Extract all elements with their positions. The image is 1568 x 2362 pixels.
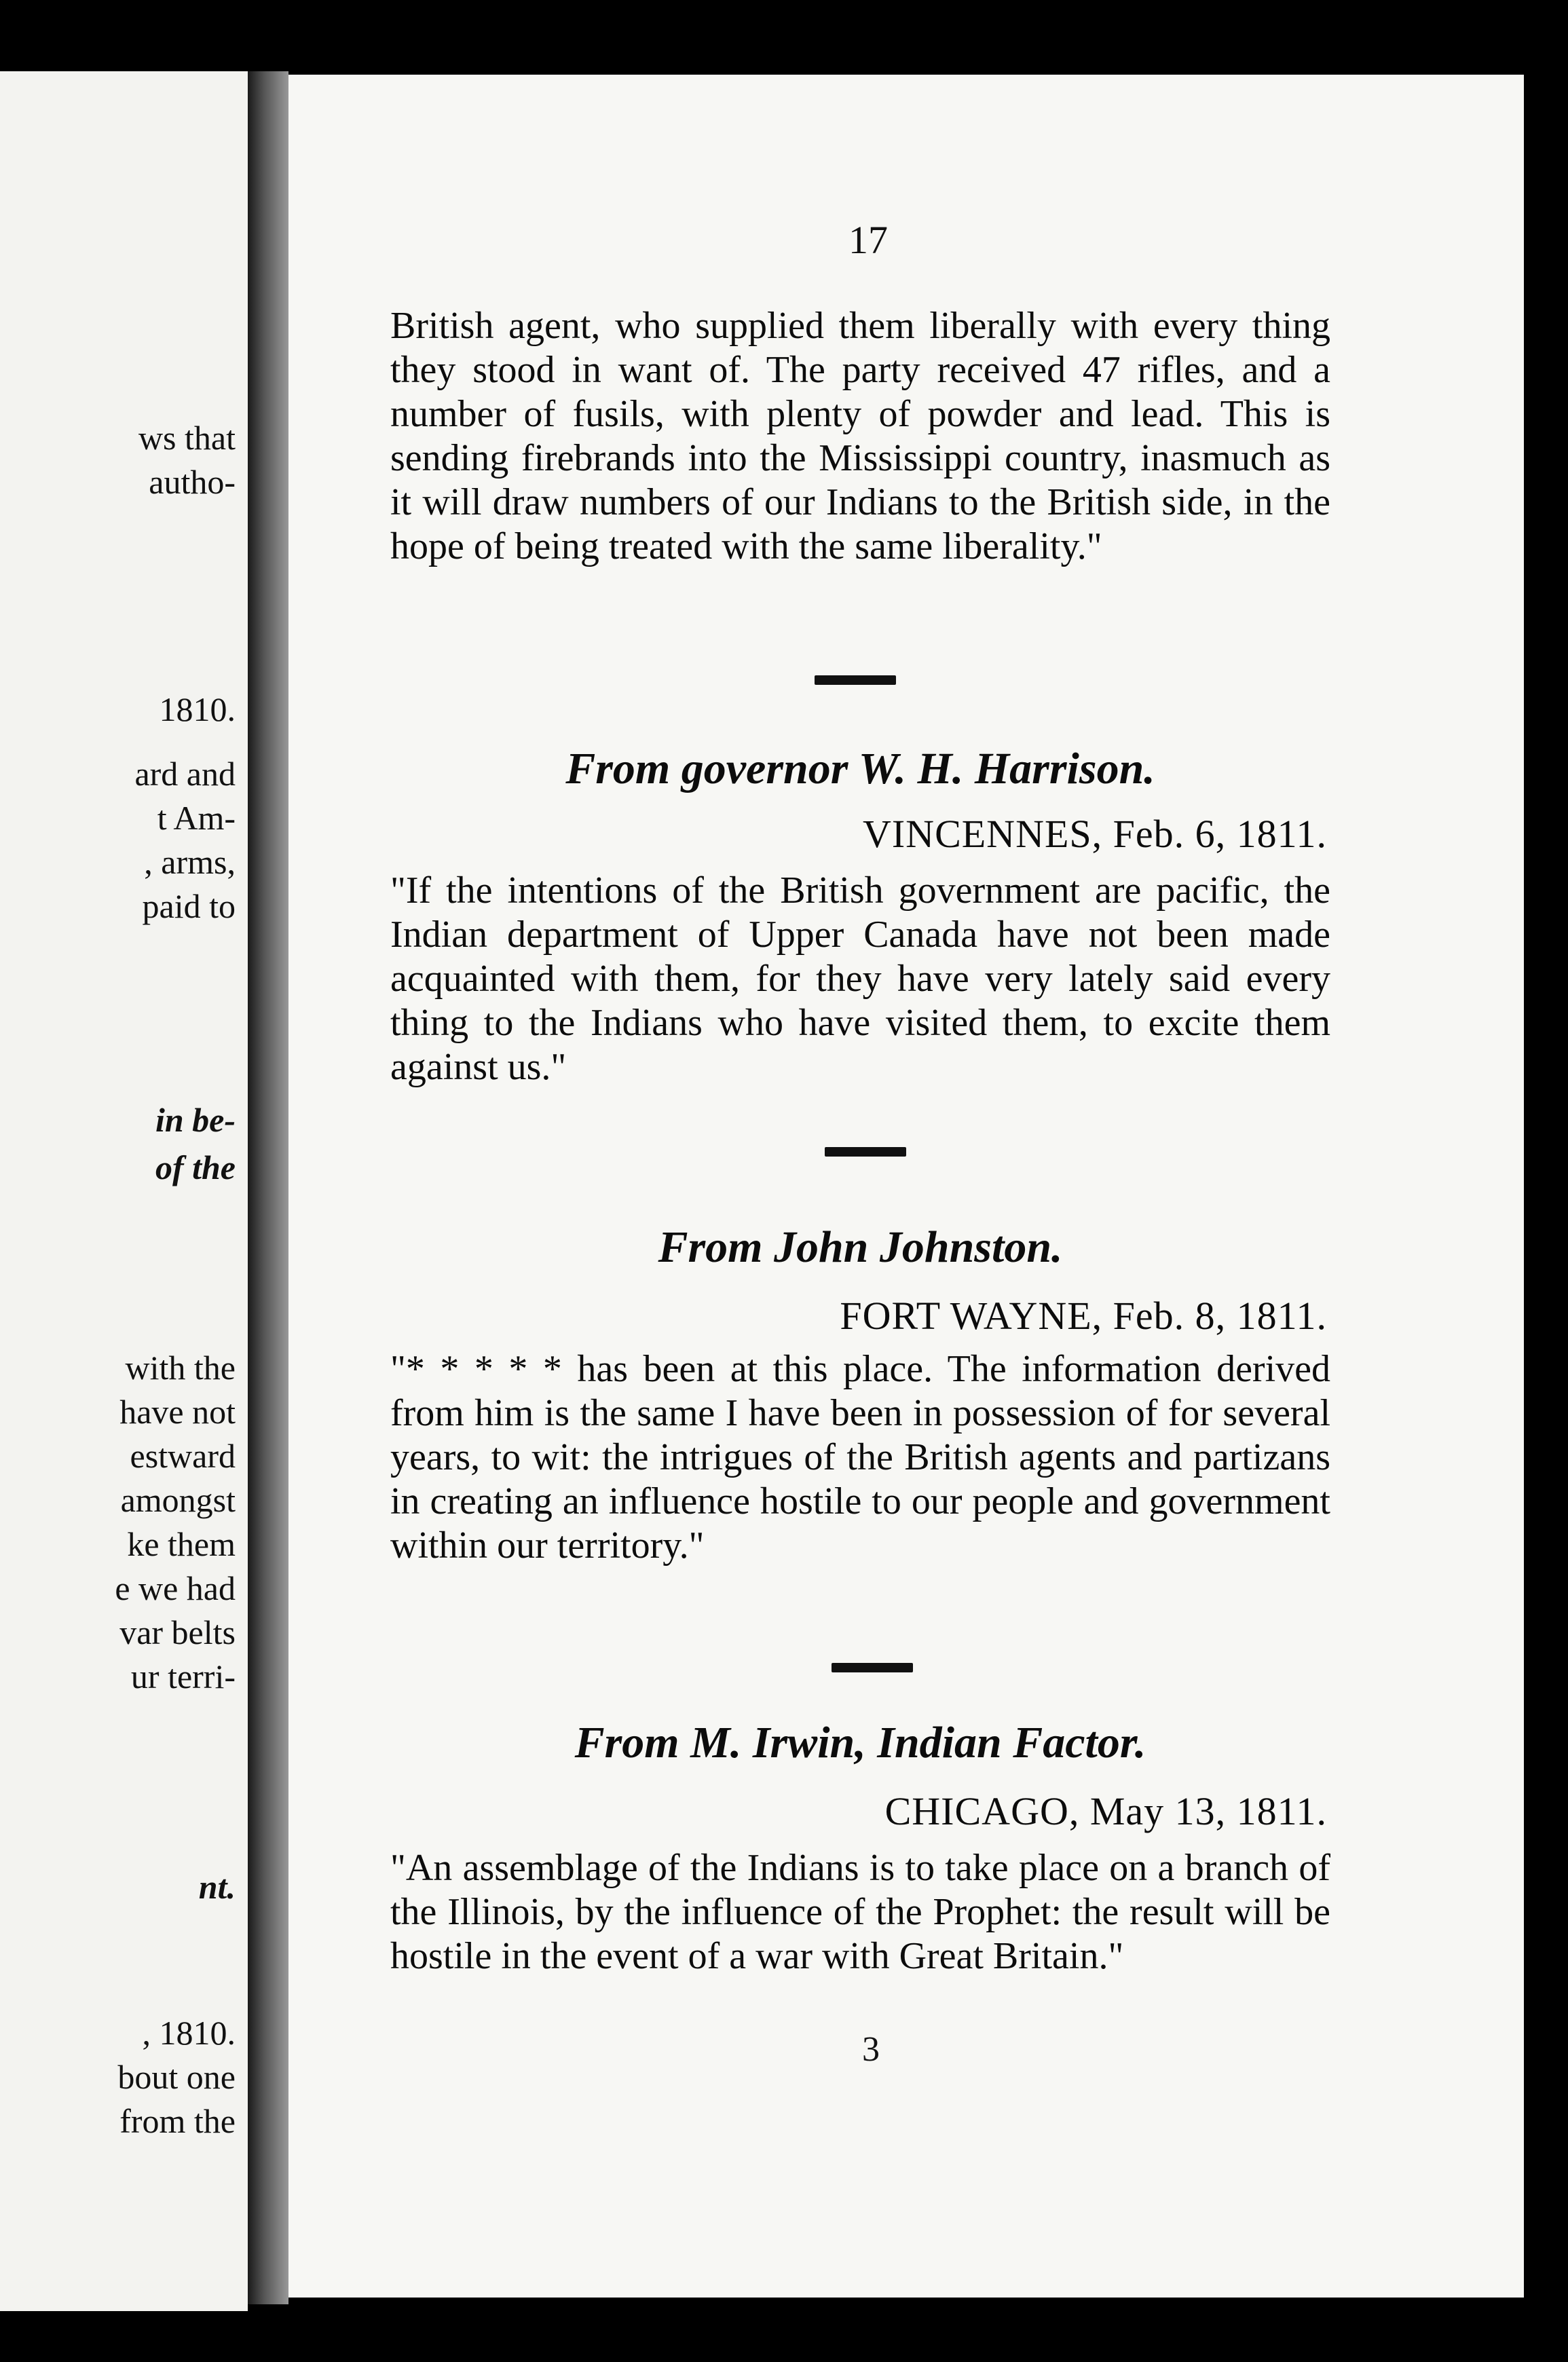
dateline: FORT WAYNE, Feb. 8, 1811. xyxy=(840,1294,1327,1338)
left-text-line: 1810. xyxy=(159,690,236,728)
left-text-line: ke them xyxy=(127,1525,236,1563)
left-text-line: ur terri- xyxy=(130,1657,236,1695)
section-divider xyxy=(815,675,896,685)
left-text-line: , arms, xyxy=(144,843,236,881)
left-text-line: , 1810. xyxy=(142,2014,236,2052)
section-divider xyxy=(832,1663,913,1672)
dateline: CHICAGO, May 13, 1811. xyxy=(884,1789,1327,1833)
left-text-line: ard and xyxy=(134,755,236,793)
left-text-line: have not xyxy=(119,1393,236,1431)
left-text-line: t Am- xyxy=(157,799,236,837)
letter-body: "* * * * * has been at this place. The information derived from him is the same I have been in possession of for several years, to wit: the intrigues of the British agents and partizans in creating an influence hostile to our people and government within our territory." xyxy=(390,1348,1330,1567)
left-text-line: amongst xyxy=(120,1481,236,1519)
left-text-line: paid to xyxy=(142,887,236,925)
page-number: 17 xyxy=(848,218,888,262)
book-gutter xyxy=(248,71,288,2304)
signature-mark: 3 xyxy=(862,2030,880,2069)
left-text-line: with the xyxy=(125,1349,236,1387)
section-heading: From John Johnston. xyxy=(658,1222,1063,1272)
left-text-line: of the xyxy=(155,1148,236,1186)
left-text-line: bout one xyxy=(117,2058,236,2096)
left-page-fragment xyxy=(0,71,248,2311)
left-text-line: autho- xyxy=(149,463,236,501)
left-text-line: estward xyxy=(130,1437,236,1475)
section-heading: From governor W. H. Harrison. xyxy=(565,744,1155,793)
left-text-line: ws that xyxy=(138,419,236,457)
left-text-line: nt. xyxy=(198,1868,236,1906)
letter-body: "If the intentions of the British government are pacific, the Indian department of Upper Canada have not been made acquainted with them, for they have very lately said every thing to the Indians who have visited them, to excite them against us." xyxy=(390,869,1330,1088)
left-text-line: in be- xyxy=(155,1101,236,1139)
dateline: VINCENNES, Feb. 6, 1811. xyxy=(862,812,1327,856)
letter-body: "An assemblage of the Indians is to take place on a branch of the Illinois, by the influence of the Prophet: the result will be hostile in the event of a war with Great Britain." xyxy=(390,1847,1330,1977)
left-text-line: from the xyxy=(119,2102,236,2140)
section-divider xyxy=(825,1147,906,1157)
section-heading: From M. Irwin, Indian Factor. xyxy=(574,1718,1146,1767)
opening-paragraph: British agent, who supplied them liberally with every thing they stood in want of. The party received 47 rifles, and a number of fusils, with plenty of powder and lead. This is sending firebrands into the Mississippi country, inasmuch as it will draw numbers of our Indians to the British side, in the hope of being treated with the same liberality." xyxy=(390,305,1330,567)
left-text-line: e we had xyxy=(115,1569,236,1607)
left-text-line: var belts xyxy=(119,1613,236,1651)
